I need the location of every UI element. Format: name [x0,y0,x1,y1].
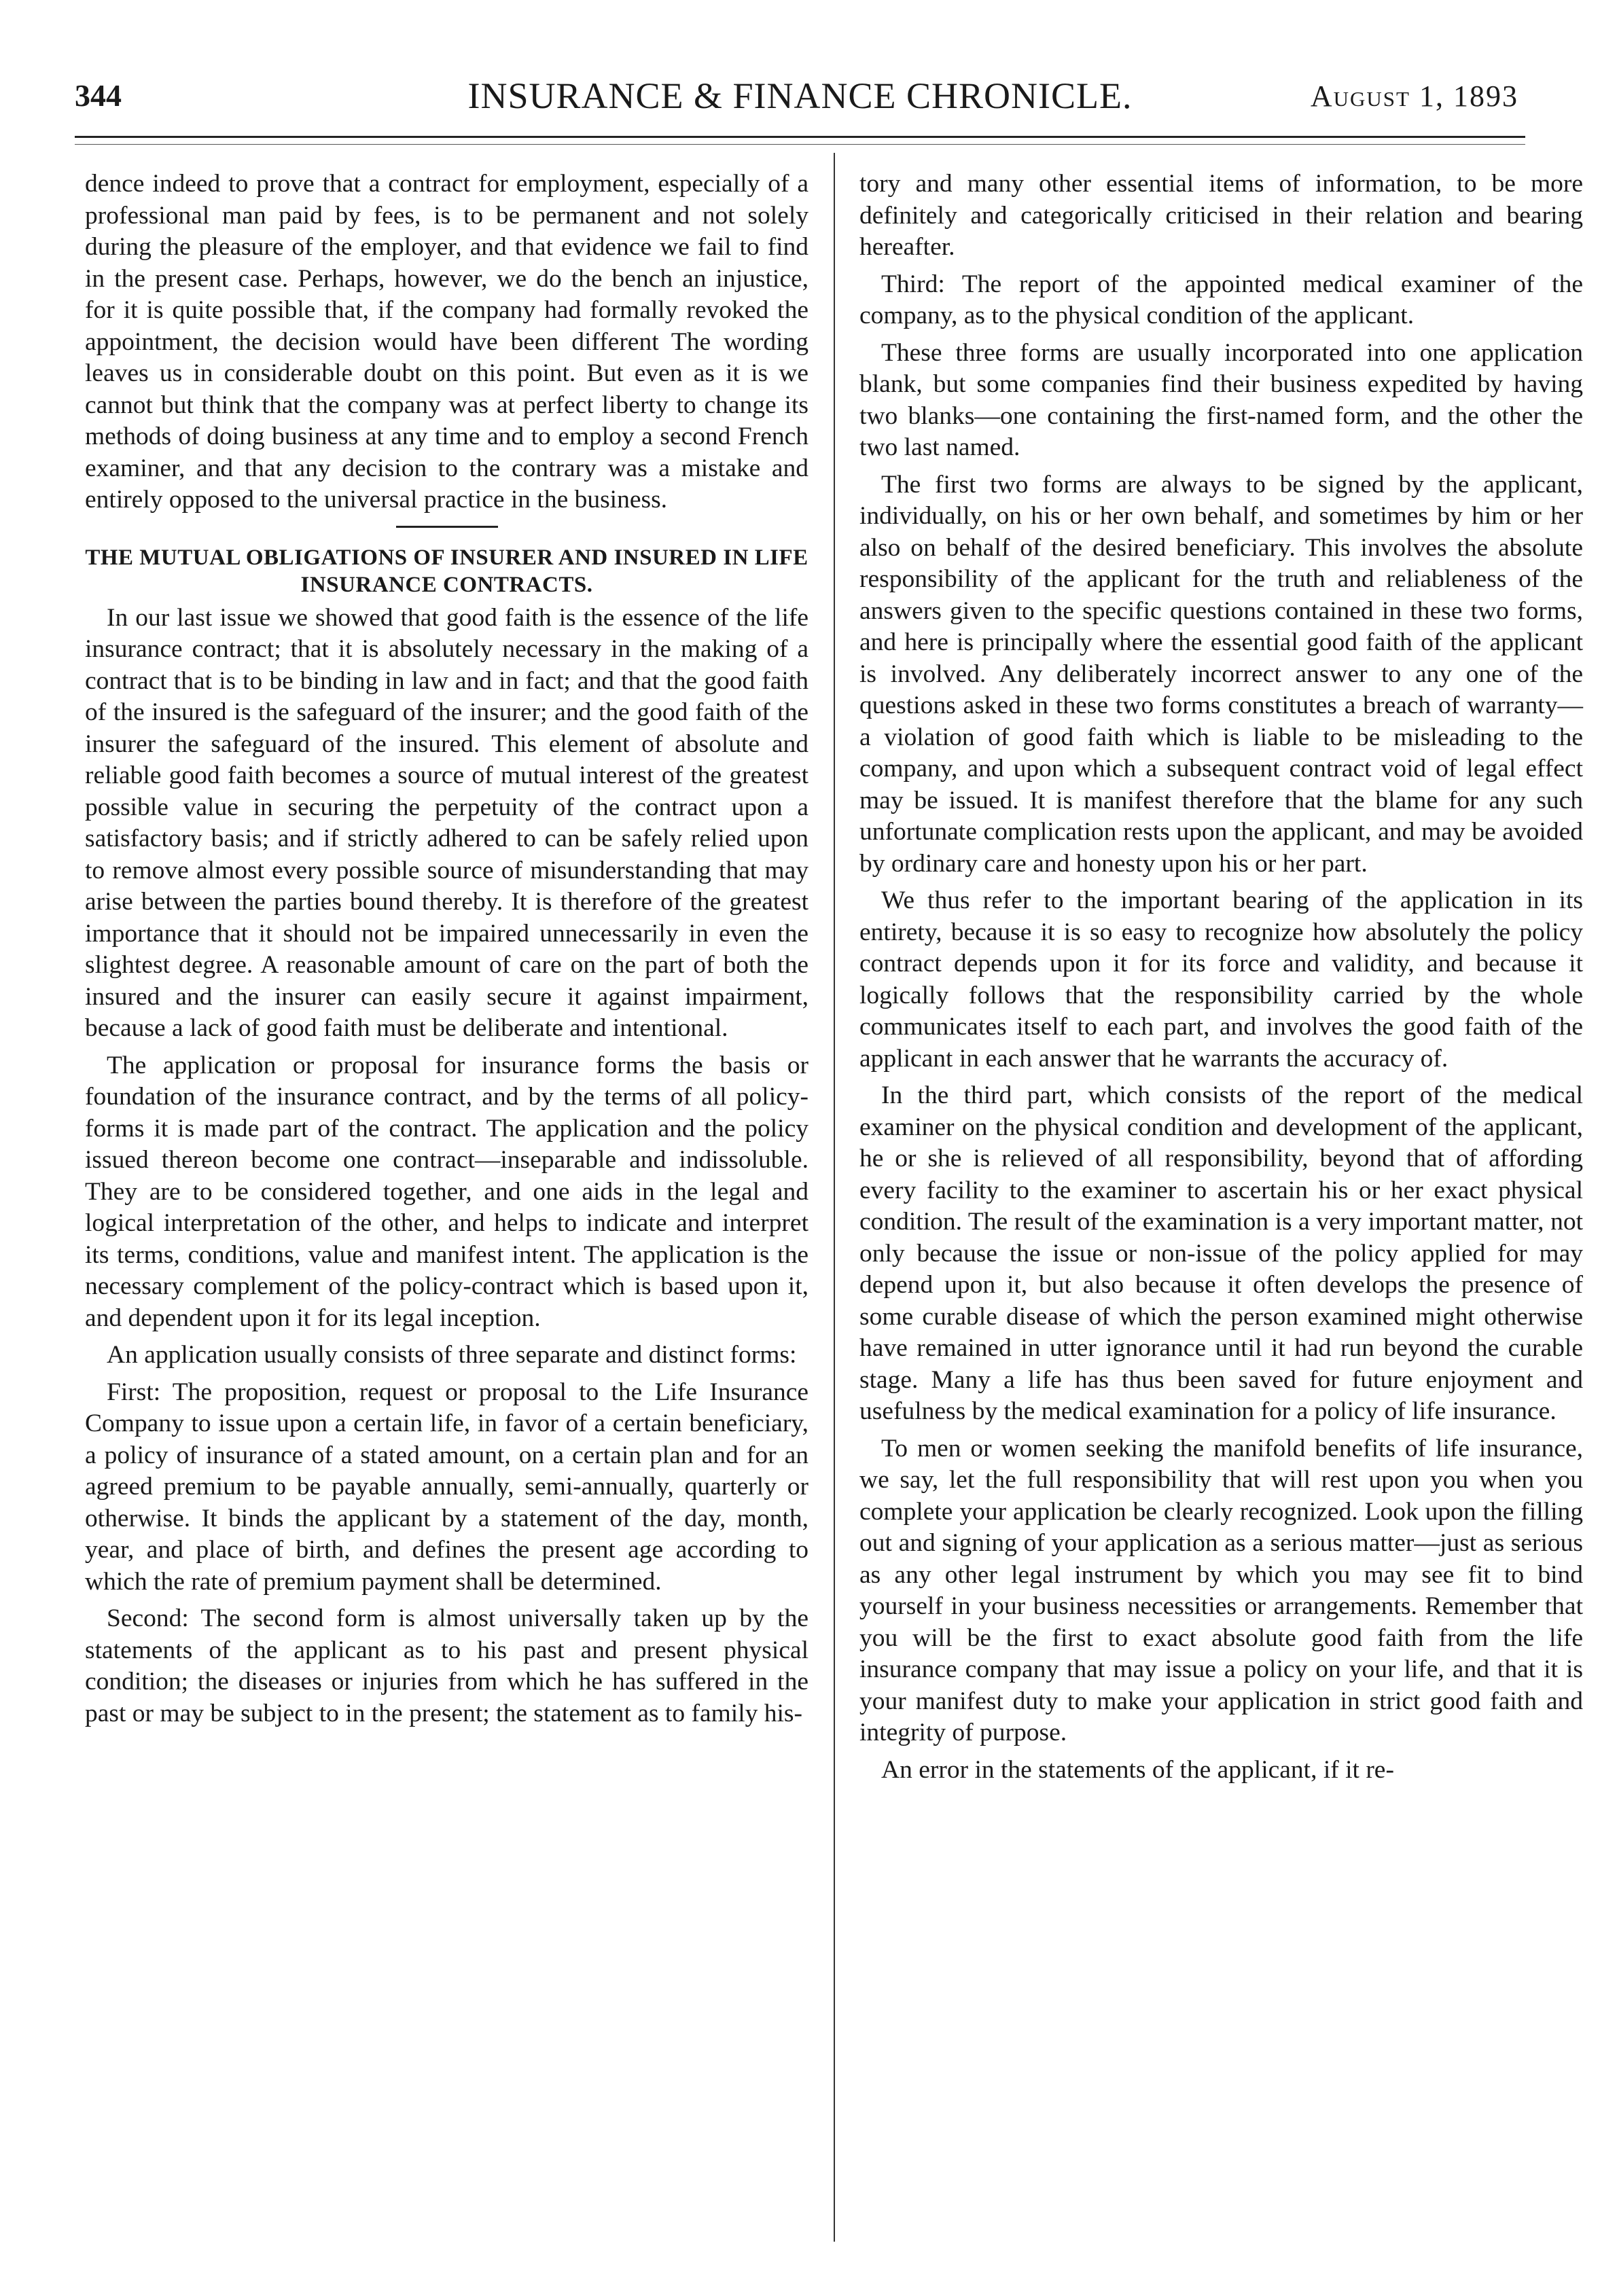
paragraph: An application usually consists of three separate and distinct forms: [107,1341,797,1369]
issue-date: August 1, 1893 [1310,79,1518,113]
paragraph: To men or women seeking the manifold benefits of life insurance, we say, let the full responsibility that will rest upon you when you complete your application be clearly recognized. Look upon the filling out and signing of your application as a serious matter—just as serious as any other legal instrument by which you may see fit to bind yourself in your business necessities or arrangements. Remember that you will be the first to exact absolute good faith from the life insurance company that may issue a policy on your life, and that it is your manifest duty to make your application in strict good faith and integrity of purpose. [859,1434,1583,1746]
paragraph: dence indeed to prove that a contract for employment, especially of a professional man paid by fees, is to be permanent and not solely during the pleasure of the employer, and that evidence we fail to find in the present case. Perhaps, however, we do the bench an injustice, for it is quite possible that, if the company had formally revoked the appointment, the decision would have been different The wording leaves us in considerable doubt on this point. But even as it is we cannot but think that the company was at perfect liberty to change its methods of doing business at any time and to employ a second French examiner, and that any decision to the contrary was a mistake and entirely opposed to the universal practice in the business. [85,170,808,514]
paragraph: In the third part, which consists of the report of the medical examiner on the physical condition and development of the applicant, he or she is relieved of all responsibility, beyond that of affording every facility to the examiner to ascertain his or her exact physical condition. The result of the examination is a very important matter, not only because the issue or non-issue of the policy applied for may depend upon it, but also because it often develops the presence of some curable disease of which the person examined might otherwise have remained in utter ignorance until it had run beyond the curable stage. Many a life has thus been saved for future enjoyment and usefulness by the medical examination for a policy of life insurance. [859,1081,1583,1425]
publication-title: INSURANCE & FINANCE CHRONICLE. [467,75,1133,116]
page-header [75,65,1525,126]
right-column [859,168,1583,1791]
page-number: 344 [75,78,122,113]
section-divider [396,526,498,528]
paragraph: The application or proposal for insurance forms the basis or foundation of the insurance contract, and by the terms of all policy-forms it is made part of the contract. The application and the policy issued thereon become one contract—inseparable and indissoluble. They are to be considered together, and one aids in the legal and logical interpretation of the other, and helps to indicate and interpret its terms, conditions, value and manifest intent. The application is the necessary complement of the policy-contract which is based upon it, and dependent upon it for its legal inception. [85,1051,808,1332]
paragraph: We thus refer to the important bearing of the application in its entirety, because it is so easy to recognize how absolutely the policy contract depends upon it for its force and validity, and because it logically follows that the responsibility carried by the whole communicates itself to each part, and involves the good faith of the applicant in each answer that he warrants the accuracy of. [859,886,1583,1073]
paragraph: An error in the statements of the applicant, if it re- [881,1755,1394,1784]
paragraph: First: The proposition, request or proposal to the Life Insurance Company to issue upon a certain life, in favor of a certain beneficiary, a policy of insurance of a stated amount, on a certain plan and for an agreed premium to be payable annually, semi-annually, quarterly or otherwise. It binds the applicant by a statement of the day, month, year, and place of birth, and defines the present age according to which the rate of premium payment shall be determined. [85,1378,808,1596]
header-rule [75,136,1525,138]
paragraph: These three forms are usually incorporated into one application blank, but some companies find their business expedited by having two blanks—one containing the first-named form, and the other the two last named. [859,338,1583,461]
paragraph: tory and many other essential items of information, to be more definitely and categorically criticised in their relation and bearing hereafter. [859,170,1583,261]
header-rule-thin [75,144,1525,145]
column-separator [834,153,835,2242]
paragraph: Third: The report of the appointed medical examiner of the company, as to the physical condition of the applicant. [859,270,1583,329]
article-heading: THE MUTUAL OBLIGATIONS OF INSURER AND INSURED IN LIFE INSURANCE CONTRACTS. [85,545,808,597]
paragraph: The first two forms are always to be signed by the applicant, individually, on his or her own behalf, and sometimes by him or her also on behalf of the desired beneficiary. This involves the absolute responsibility of the applicant for the truth and reliableness of the answers given to the specific questions contained in these two forms, and here is principally where the essential good faith of the applicant is involved. Any deliberately incorrect answer to any one of the questions asked in these two forms constitutes a breach of warranty—a violation of good faith which is liable to be misleading to the company, and upon which a subsequent contract void of legal effect may be issued. It is manifest therefore that the blame for any such unfortunate complication rests upon the applicant, and may be avoided by ordinary care and honesty upon his or her part. [859,470,1583,878]
paragraph: Second: The second form is almost universally taken up by the statements of the applicant as to his past and present physical condition; the diseases or injuries from which he has suffered in the past or may be subject to in the present; the statement as to family his- [85,1604,808,1727]
paragraph: In our last issue we showed that good faith is the essence of the life insurance contract; that it is absolutely necessary in the making of a contract that is to be binding in law and in fact; and that the good faith of the insured is the safeguard of the insurer; and the good faith of the insurer the safeguard of the insured. This element of absolute and reliable good faith becomes a source of mutual interest of the greatest possible value in securing the perpetuity of the contract upon a satisfactory basis; and if strictly adhered to can be safely relied upon to remove almost every possible source of misunderstanding that may arise between the parties bound thereby. It is therefore of the greatest importance that it should not be impaired unnecessarily in even the slightest degree. A reasonable amount of care on the part of both the insured and the insurer can easily secure it against impairment, because a lack of good faith must be deliberate and intentional. [85,603,808,1042]
left-column [85,168,808,1735]
